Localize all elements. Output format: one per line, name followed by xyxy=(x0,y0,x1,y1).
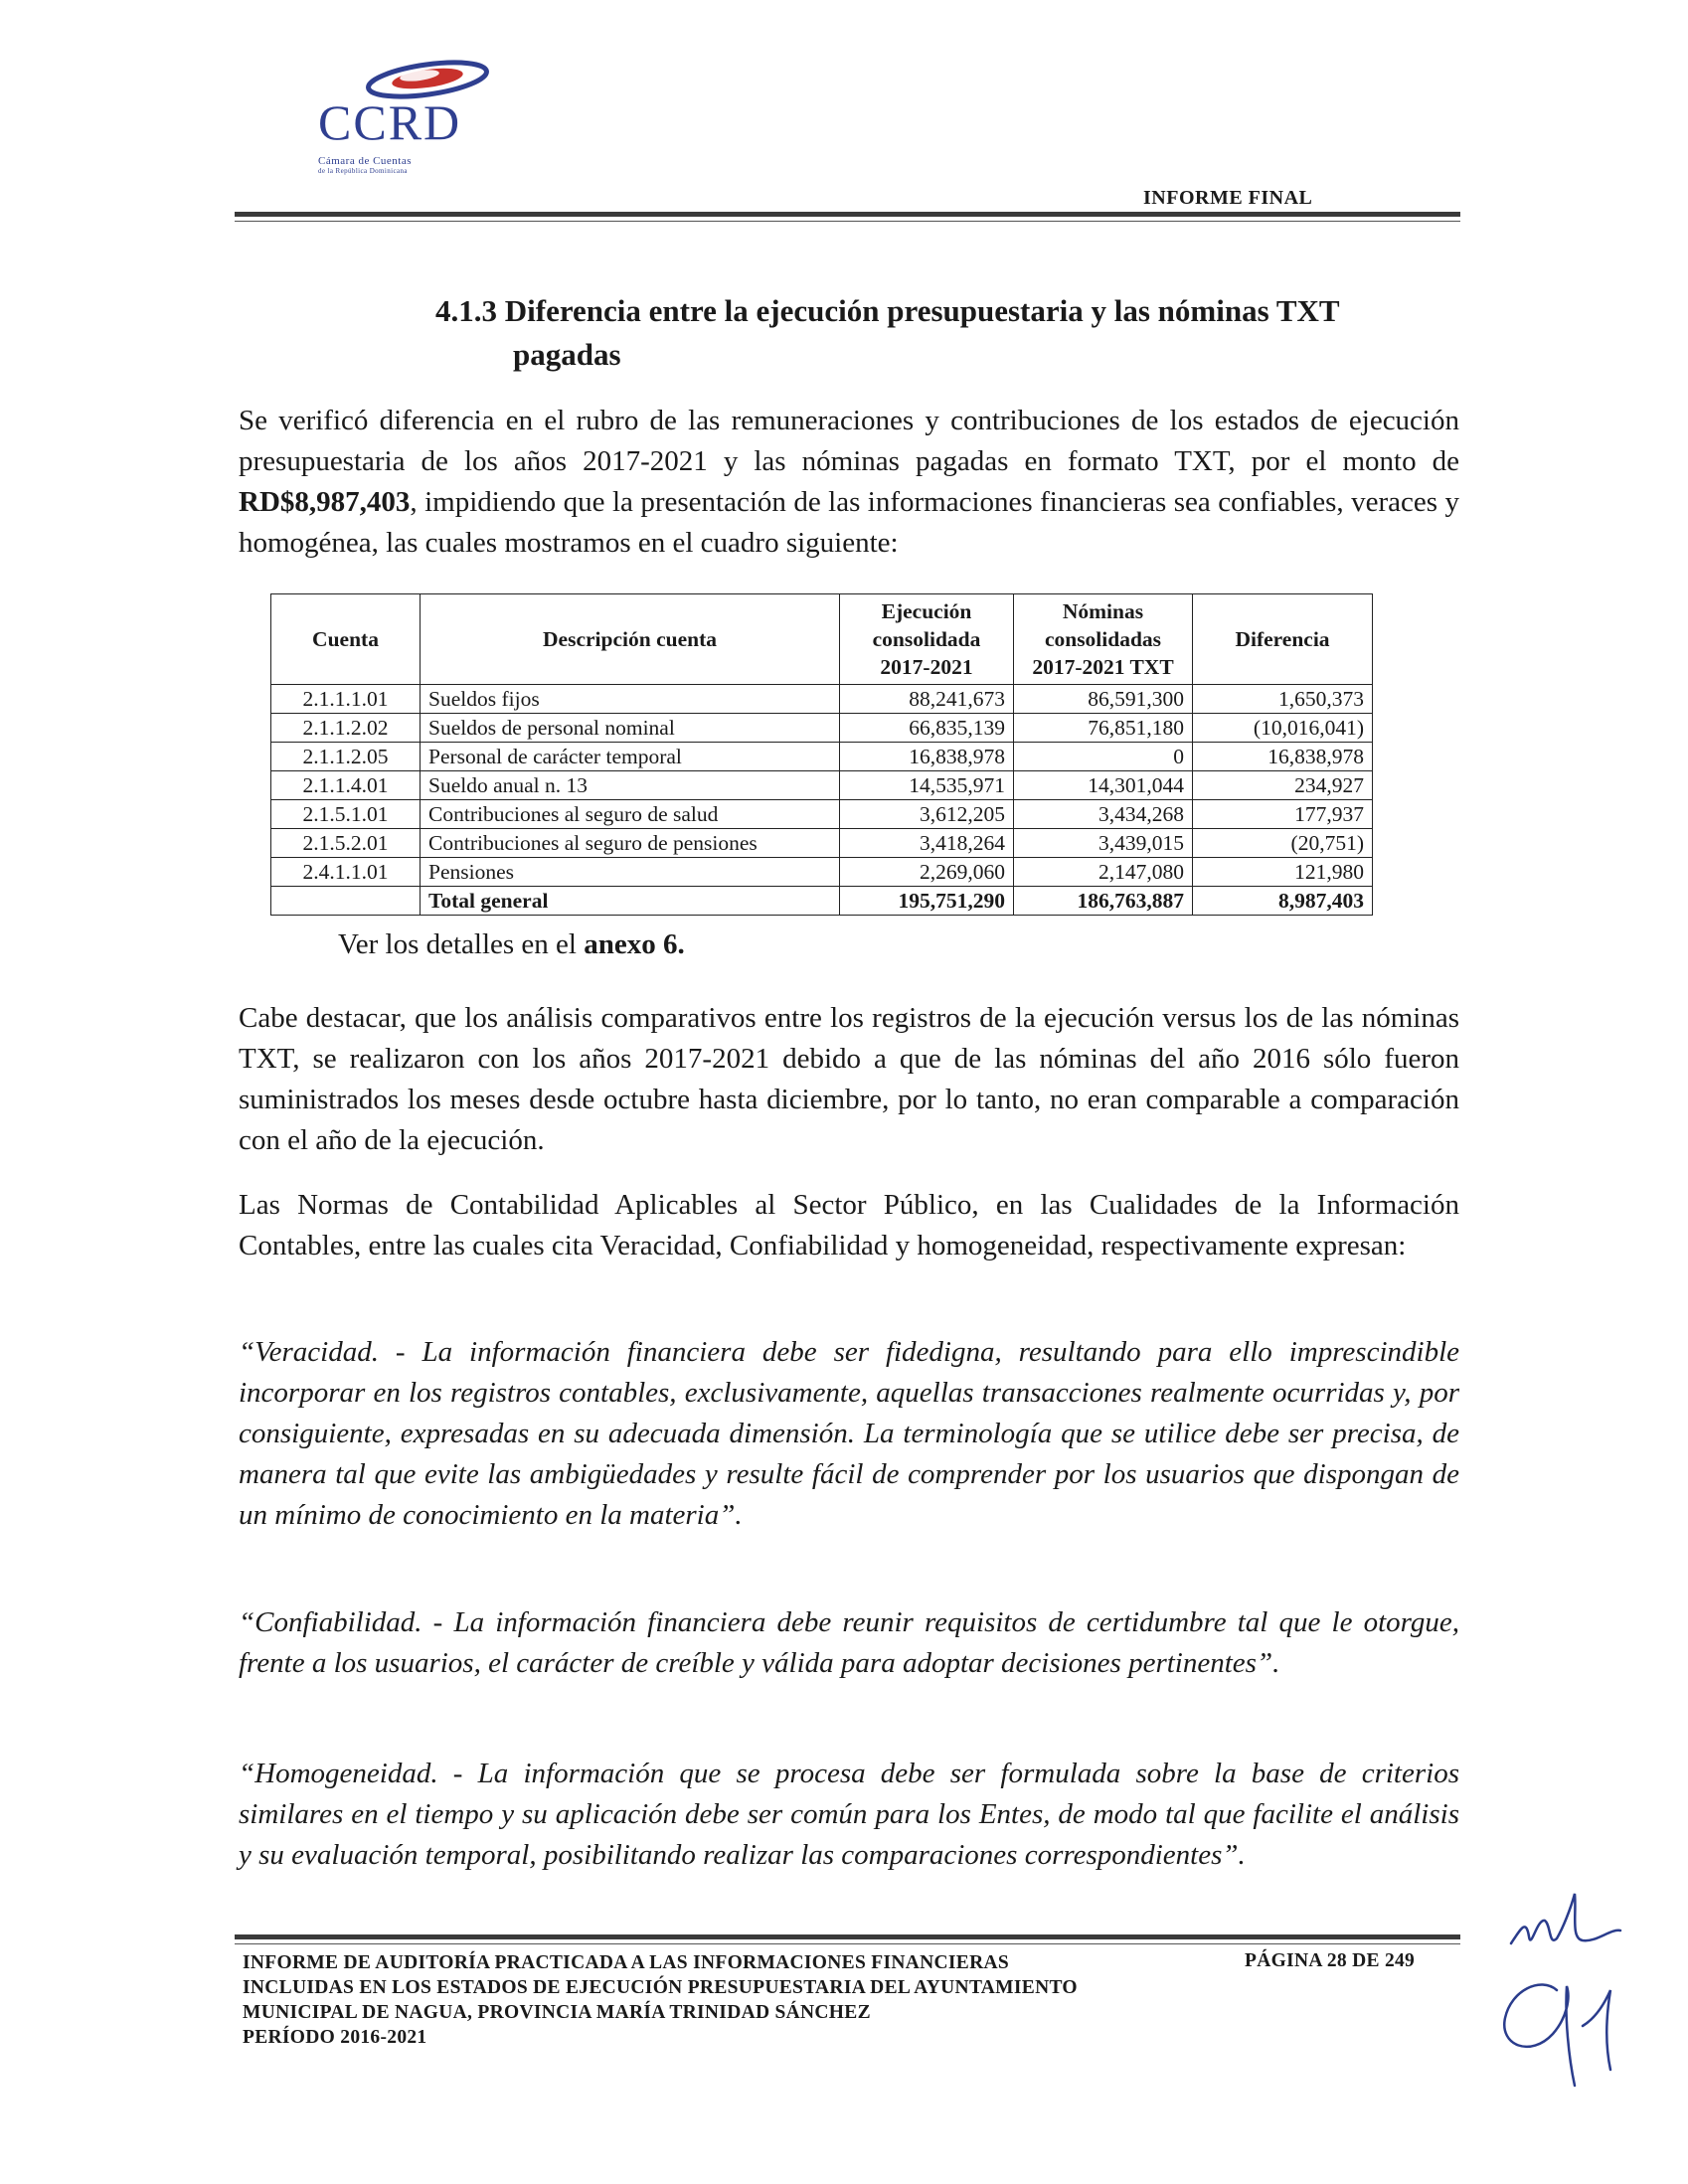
footer-line: MUNICIPAL DE NAGUA, PROVINCIA MARÍA TRINIDAD SÁNCHEZ xyxy=(243,2002,871,2023)
quote-veracidad: “Veracidad. - La información financiera debe ser fidedigna, resultando para ello imprescindible incorporar en los registros contables, exclusivamente, aquellas transacciones realmente ocurridas y, por consiguiente, expresadas en su adecuada dimensión. La terminología que se utilice debe ser precisa, de manera tal que evite las ambigüedades y resulte fácil de comprender por los usuarios que dispongan de un mínimo de conocimiento en la materia”. xyxy=(239,1336,1459,1531)
cell-descripcion: Sueldo anual n. 13 xyxy=(421,771,840,800)
cell-diferencia: (20,751) xyxy=(1193,829,1373,858)
header-rule-thin xyxy=(235,221,1460,222)
cell-diferencia: 234,927 xyxy=(1193,771,1373,800)
cell-cuenta: 2.1.1.1.01 xyxy=(271,685,421,714)
table-row xyxy=(271,858,1373,887)
annex-note-text: Ver los detalles en el xyxy=(338,928,585,960)
cell-nominas: 76,851,180 xyxy=(1014,714,1193,743)
cell-cuenta: 2.1.1.2.05 xyxy=(271,743,421,771)
quote-confiabilidad: “Confiabilidad. - La información financiera debe reunir requisitos de certidumbre tal que le otorgue, frente a los usuarios, el carácter de creíble y válida para adoptar decisiones pertinentes”. xyxy=(239,1606,1459,1679)
table-row xyxy=(271,714,1373,743)
logo-wordmark: CCRD xyxy=(318,94,462,150)
section-number: 4.1.3 xyxy=(435,293,497,328)
footer-report-title xyxy=(243,1950,1177,2050)
footer-line: PERÍODO 2016-2021 xyxy=(243,2027,427,2048)
cell-diferencia: 121,980 xyxy=(1193,858,1373,887)
cell-cuenta: 2.1.1.4.01 xyxy=(271,771,421,800)
total-nominas: 186,763,887 xyxy=(1014,887,1193,916)
header-label: INFORME FINAL xyxy=(1143,187,1313,209)
total-diferencia: 8,987,403 xyxy=(1193,887,1373,916)
cell-blank xyxy=(271,887,421,916)
cell-cuenta: 2.4.1.1.01 xyxy=(271,858,421,887)
cell-descripcion: Sueldos fijos xyxy=(421,685,840,714)
annex-note xyxy=(338,927,685,961)
header-nominas: Nóminas consolidadas 2017-2021 TXT xyxy=(1014,594,1193,685)
cell-ejecucion: 2,269,060 xyxy=(840,858,1014,887)
ccrd-logo xyxy=(316,58,545,177)
cell-descripcion: Pensiones xyxy=(421,858,840,887)
table-row xyxy=(271,771,1373,800)
table-row xyxy=(271,685,1373,714)
intro-text-end: , impidiendo que la presentación de las informaciones financieras sea confiables, veraces y homogénea, las cuales mostramos en el cuadro siguiente: xyxy=(239,486,1459,559)
table-row xyxy=(271,829,1373,858)
cell-descripcion: Sueldos de personal nominal xyxy=(421,714,840,743)
cell-nominas: 3,439,015 xyxy=(1014,829,1193,858)
intro-amount: RD$8,987,403 xyxy=(239,486,411,518)
cell-descripcion: Contribuciones al seguro de pensiones xyxy=(421,829,840,858)
cell-ejecucion: 66,835,139 xyxy=(840,714,1014,743)
header-cuenta: Cuenta xyxy=(271,594,421,685)
cell-diferencia: 16,838,978 xyxy=(1193,743,1373,771)
annex-reference: anexo 6. xyxy=(584,928,685,960)
footer-line: INCLUIDAS EN LOS ESTADOS DE EJECUCIÓN PRESUPUESTARIA DEL AYUNTAMIENTO xyxy=(243,1977,1078,1998)
cell-nominas: 14,301,044 xyxy=(1014,771,1193,800)
cell-descripcion: Contribuciones al seguro de salud xyxy=(421,800,840,829)
cell-ejecucion: 3,418,264 xyxy=(840,829,1014,858)
total-label: Total general xyxy=(421,887,840,916)
table-header-row xyxy=(271,594,1373,685)
header-ejecucion: Ejecución consolidada 2017-2021 xyxy=(840,594,1014,685)
header-rule xyxy=(235,212,1460,217)
cell-descripcion: Personal de carácter temporal xyxy=(421,743,840,771)
cell-ejecucion: 3,612,205 xyxy=(840,800,1014,829)
cell-cuenta: 2.1.1.2.02 xyxy=(271,714,421,743)
intro-paragraph xyxy=(239,401,1459,564)
header-descripcion: Descripción cuenta xyxy=(421,594,840,685)
cell-cuenta: 2.1.5.1.01 xyxy=(271,800,421,829)
section-title-line1: Diferencia entre la ejecución presupuestaria y las nóminas TXT xyxy=(504,293,1340,328)
quote-homogeneidad: “Homogeneidad. - La información que se procesa debe ser formulada sobre la base de criterios similares en el tiempo y su aplicación debe ser común para los Entes, de modo tal que facilite el análisis y su evaluación temporal, posibilitando realizar las comparaciones correspondientes”. xyxy=(239,1758,1459,1871)
cell-nominas: 2,147,080 xyxy=(1014,858,1193,887)
cell-cuenta: 2.1.5.2.01 xyxy=(271,829,421,858)
footer-rule xyxy=(235,1934,1460,1939)
table-row xyxy=(271,800,1373,829)
budget-comparison-table xyxy=(270,593,1373,916)
footer-line: INFORME DE AUDITORÍA PRACTICADA A LAS INFORMACIONES FINANCIERAS xyxy=(243,1952,1010,1973)
section-title-line2: pagadas xyxy=(513,337,621,372)
table-total-row xyxy=(271,887,1373,916)
page-number: PÁGINA 28 DE 249 xyxy=(1245,1950,1416,1971)
total-ejecucion: 195,751,290 xyxy=(840,887,1014,916)
comparison-paragraph: Cabe destacar, que los análisis comparativos entre los registros de la ejecución versus los de las nóminas TXT, se realizaron con los años 2017-2021 debido a que de las nóminas del año 2016 sólo fueron suministrados los meses desde octubre hasta diciembre, por lo tanto, no eran comparable a comparación con el año de la ejecución. xyxy=(239,1002,1459,1156)
norms-paragraph: Las Normas de Contabilidad Aplicables al Sector Público, en las Cualidades de la Información Contables, entre las cuales cita Veracidad, Confiabilidad y homogeneidad, respectivamente expresan: xyxy=(239,1189,1459,1261)
footer-rule-thin xyxy=(235,1943,1460,1944)
header-diferencia: Diferencia xyxy=(1193,594,1373,685)
cell-diferencia: 177,937 xyxy=(1193,800,1373,829)
cell-ejecucion: 88,241,673 xyxy=(840,685,1014,714)
intro-text: Se verificó diferencia en el rubro de las remuneraciones y contribuciones de los estados de ejecución presupuestaria de los años 2017-2021 y las nóminas pagadas en formato TXT, por el monto de xyxy=(239,405,1459,477)
cell-ejecucion: 16,838,978 xyxy=(840,743,1014,771)
cell-diferencia: (10,016,041) xyxy=(1193,714,1373,743)
cell-ejecucion: 14,535,971 xyxy=(840,771,1014,800)
logo-subtitle-2: de la República Dominicana xyxy=(318,167,408,175)
cell-nominas: 86,591,300 xyxy=(1014,685,1193,714)
cell-nominas: 0 xyxy=(1014,743,1193,771)
table-row xyxy=(271,743,1373,771)
cell-diferencia: 1,650,373 xyxy=(1193,685,1373,714)
cell-nominas: 3,434,268 xyxy=(1014,800,1193,829)
section-title xyxy=(435,289,1459,377)
logo-subtitle: Cámara de Cuentas xyxy=(318,155,413,167)
handwritten-initials-icon xyxy=(1471,1859,1640,2098)
